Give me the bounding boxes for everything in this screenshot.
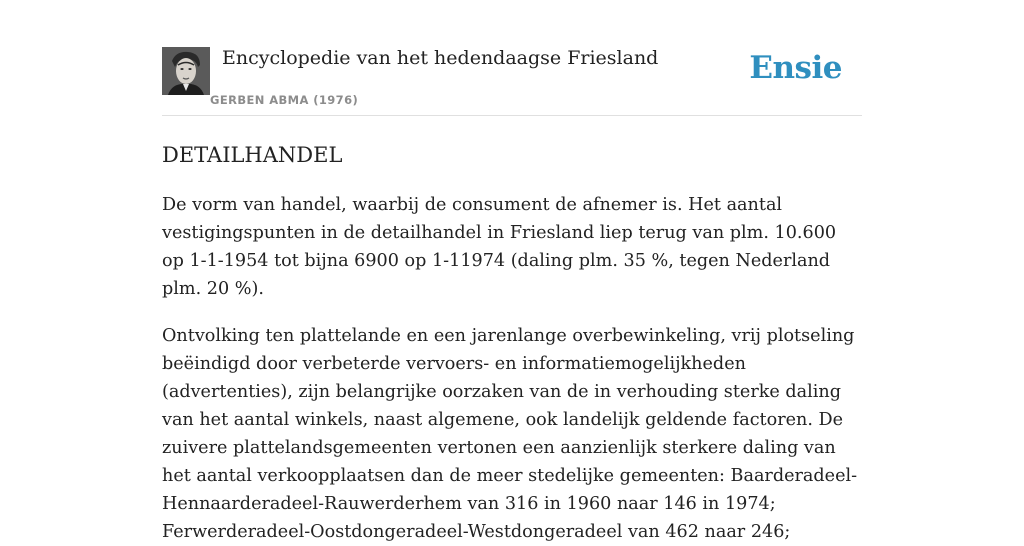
entry-title: DETAILHANDEL: [162, 143, 343, 167]
author-portrait-icon: [162, 47, 210, 95]
paragraph-1: De vorm van handel, waarbij de consument de afnemer is. Het aantal vestigingspunten in de detailhandel in Friesland liep terug van plm. 10.600 op 1-1-1954 tot bijna 6900 op 1-11974 (daling plm. 35 %, tegen Nederland plm. 20 %).: [162, 195, 837, 299]
avatar[interactable]: [162, 47, 210, 95]
book-title[interactable]: Encyclopedie van het hedendaagse Friesland: [222, 47, 659, 69]
paragraph-2: Ontvolking ten plattelande en een jarenlange overbewinkeling, vrij plotseling beëindigd door verbeterde vervoers- en informatiemogelijkheden (advertenties), zijn belangrijke oorzaken van de in verhouding sterke daling van het aantal winkels, naast algemene, ook landelijk geldende factoren. De zuivere plattelandsgemeenten vertonen een aanzienlijk sterkere daling van het aantal verkoopplaatsen dan de meer stedelijke gemeenten: Baarderadeel-Hennaarderadeel-Rauwerderhem van 316 in 1960 naar 146 in 1974; Ferwerderadeel-Oostdongeradeel-Westdongeradeel van 462 naar 246;: [162, 326, 858, 542]
header-divider: [162, 115, 862, 116]
article-body: [162, 140, 862, 546]
brand-logo[interactable]: Ensie: [749, 50, 842, 86]
header: [162, 46, 862, 116]
author-byline[interactable]: GERBEN ABMA (1976): [210, 93, 359, 107]
